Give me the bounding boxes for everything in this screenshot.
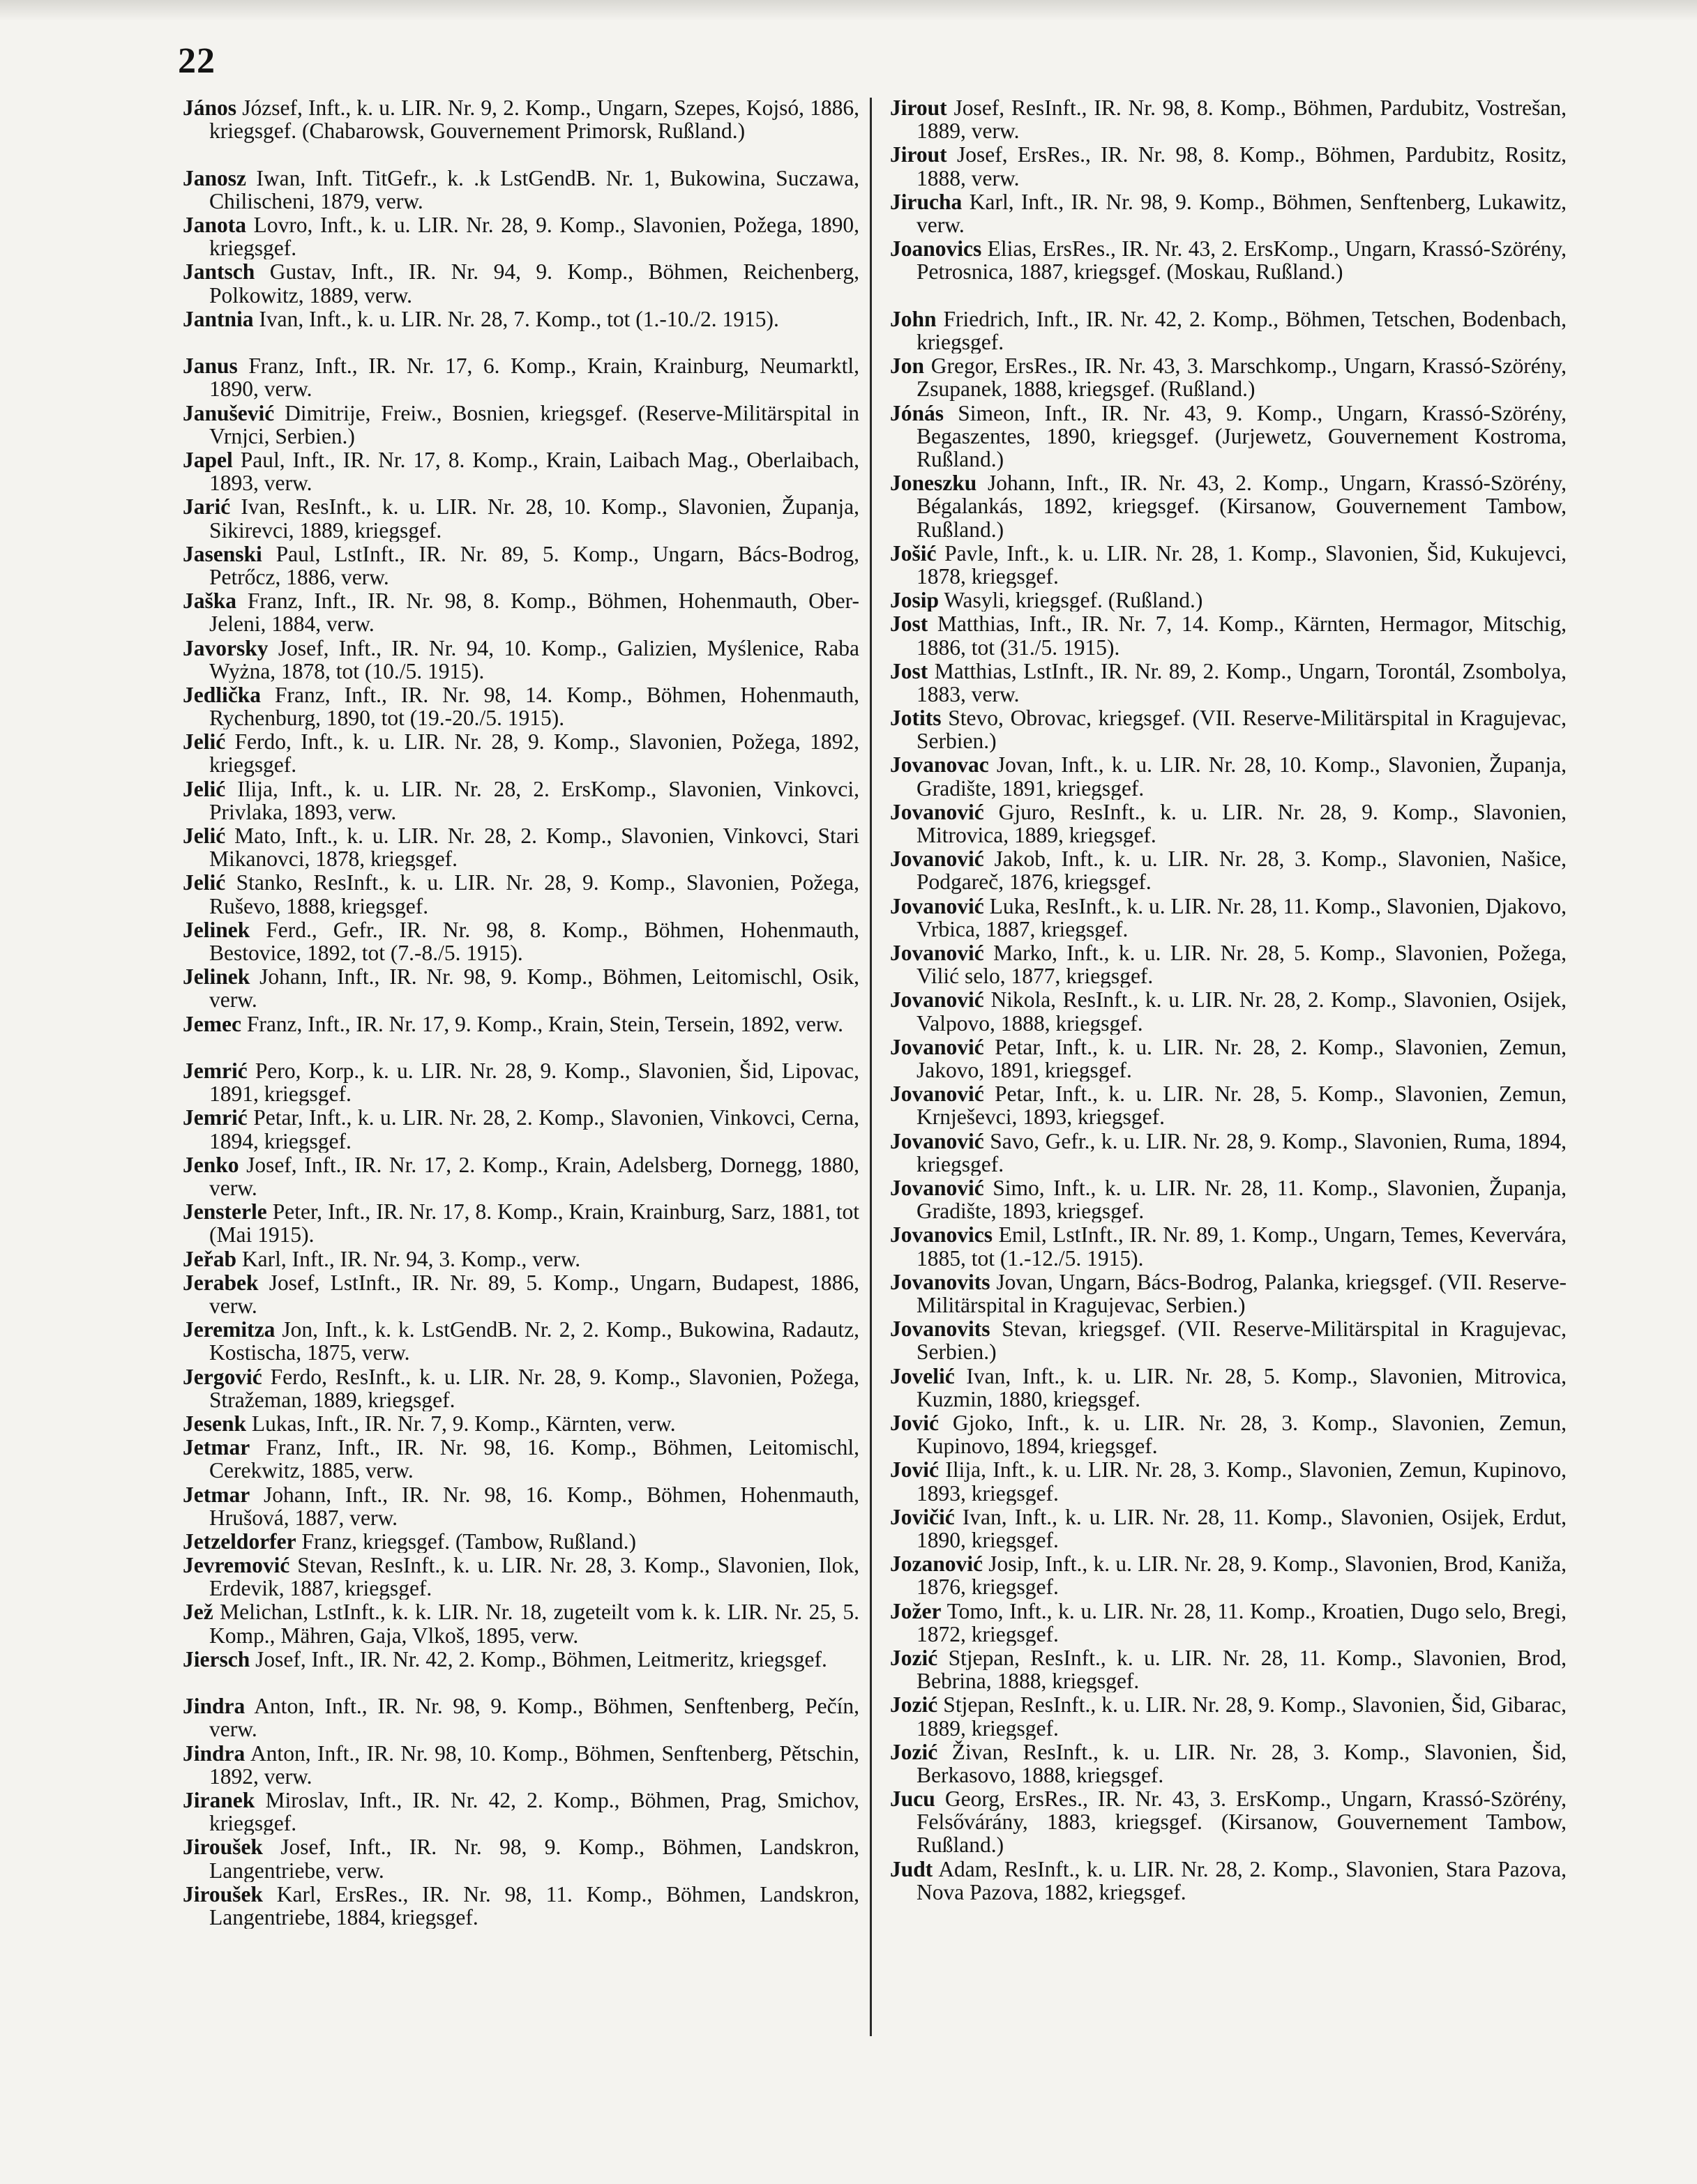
entry-surname: Jovanovits (890, 1317, 990, 1342)
entry-surname: Jon (890, 354, 925, 379)
entry-surname: Jovanović (890, 1176, 984, 1200)
list-item (890, 895, 1567, 941)
entry-surname: Jirout (890, 96, 947, 120)
entry-surname: Jovanovics (890, 1223, 993, 1248)
entry-details: Adam, ResInft., k. u. LIR. Nr. 28, 2. Komp., Slavonien, Stara Pazova, Nova Pazova, 1882, kriegsgef. (917, 1857, 1567, 1904)
entry-details: Josip, Inft., k. u. LIR. Nr. 28, 9. Komp., Slavonien, Brod, Kaniža, 1876, kriegsgef. (917, 1552, 1567, 1599)
entry-details: Lukas, Inft., IR. Nr. 7, 9. Komp., Kärnten, verw. (251, 1411, 676, 1436)
list-item (183, 1412, 859, 1435)
entry-surname: Jucu (890, 1787, 935, 1812)
entry-details: Franz, Inft., IR. Nr. 17, 9. Komp., Krain, Stein, Tersein, 1892, verw. (246, 1012, 843, 1036)
list-item (890, 1646, 1567, 1692)
entry-details: Josef, Inft., IR. Nr. 94, 10. Komp., Galizien, Myślenice, Raba Wyżna, 1878, tot (10./5. 1915). (209, 636, 859, 683)
list-item (183, 589, 859, 635)
entry-surname: Jožer (890, 1599, 942, 1623)
entry-details: Gregor, ErsRes., IR. Nr. 43, 3. Marschkomp., Ungarn, Krassó-Szörény, Zsupanek, 1888, kriegsgef. (Rußland.) (917, 354, 1567, 401)
list-item (183, 1013, 859, 1059)
entry-surname: Jozić (890, 1693, 938, 1717)
entry-surname: Jelić (183, 871, 226, 895)
list-item (183, 1365, 859, 1411)
entry-details: Ivan, Inft., k. u. LIR. Nr. 28, 11. Komp., Slavonien, Osijek, Erdut, 1890, kriegsgef. (917, 1505, 1567, 1552)
entry-surname: Jindra (183, 1694, 246, 1719)
list-item (183, 637, 859, 683)
entry-surname: Jovičić (890, 1505, 955, 1529)
entry-surname: Jaška (183, 589, 237, 614)
entry-surname: Jovanović (890, 1129, 984, 1153)
entry-details: Miroslav, Inft., IR. Nr. 42, 2. Komp., Böhmen, Prag, Smichov, kriegsgef. (209, 1789, 859, 1835)
list-item (890, 1036, 1567, 1082)
list-item (890, 237, 1567, 307)
entry-surname: Jozanović (890, 1552, 983, 1577)
entry-details: Petar, Inft., k. u. LIR. Nr. 28, 2. Komp., Slavonien, Vinkovci, Cerna, 1894, kriegsgef. (209, 1106, 859, 1153)
entry-surname: Jost (890, 659, 928, 683)
list-item (890, 1365, 1567, 1411)
entry-details: Stjepan, ResInft., k. u. LIR. Nr. 28, 9. Komp., Slavonien, Šid, Gibarac, 1889, kriegsgef. (917, 1693, 1567, 1740)
entry-details: Pavle, Inft., k. u. LIR. Nr. 28, 1. Komp., Slavonien, Šid, Kukujevci, 1878, kriegsgef. (917, 541, 1567, 589)
list-item (890, 96, 1567, 142)
entry-details: Jovan, Inft., k. u. LIR. Nr. 28, 10. Komp., Slavonien, Županja, Gradište, 1891, kriegsgef. (917, 753, 1567, 800)
entry-surname: Joanovics (890, 237, 982, 261)
entry-details: Dimitrije, Freiw., Bosnien, kriegsgef. (Reserve-Militärspital in Vrnjci, Serbien.) (209, 401, 859, 448)
list-item (183, 1694, 859, 1741)
entry-details: Stevo, Obrovac, kriegsgef. (VII. Reserve-Militärspital in Kragujevac, Serbien.) (917, 706, 1567, 753)
list-item (890, 1176, 1567, 1222)
entry-surname: Jindra (183, 1741, 246, 1766)
entry-surname: Jetzeldorfer (183, 1529, 296, 1554)
entry-details: Stanko, ResInft., k. u. LIR. Nr. 28, 9. Komp., Slavonien, Požega, Ruševo, 1888, kriegsgef. (209, 871, 859, 918)
entry-surname: Jelić (183, 730, 226, 754)
entry-surname: Jedlička (183, 683, 262, 707)
entry-details: Josef, ResInft., IR. Nr. 98, 8. Komp., Böhmen, Pardubitz, Vostrešan, 1889, verw. (917, 96, 1567, 143)
entry-details: Ferdo, Inft., k. u. LIR. Nr. 28, 9. Komp., Slavonien, Požega, 1892, kriegsgef. (209, 730, 859, 777)
entry-details: Anton, Inft., IR. Nr. 98, 9. Komp., Böhmen, Senftenberg, Pečín, verw. (209, 1694, 859, 1741)
list-item (890, 1082, 1567, 1128)
list-item (890, 612, 1567, 658)
list-item (183, 1248, 859, 1271)
right-column (890, 96, 1567, 1904)
entry-surname: Jović (890, 1411, 939, 1435)
list-item (890, 847, 1567, 893)
list-item (890, 1552, 1567, 1598)
list-item (183, 778, 859, 824)
entry-details: Josef, ErsRes., IR. Nr. 98, 8. Komp., Böhmen, Pardubitz, Rositz, 1888, verw. (917, 143, 1567, 190)
entry-details: Friedrich, Inft., IR. Nr. 42, 2. Komp., Böhmen, Tetschen, Bodenbach, kriegsgef. (917, 307, 1567, 354)
left-column (183, 96, 859, 1929)
entry-surname: Jetmar (183, 1482, 250, 1507)
list-item (183, 96, 859, 166)
entry-details: Stevan, kriegsgef. (VII. Reserve-Militärspital in Kragujevac, Serbien.) (917, 1317, 1567, 1364)
entry-surname: Jemrić (183, 1106, 248, 1130)
list-item (890, 471, 1567, 541)
entry-details: Franz, Inft., IR. Nr. 98, 8. Komp., Böhmen, Hohenmauth, Ober-Jeleni, 1884, verw. (209, 589, 859, 636)
entry-details: Emil, LstInft., IR. Nr. 89, 1. Komp., Ungarn, Temes, Kevervára, 1885, tot (1.-12./5. 1915). (917, 1223, 1567, 1270)
list-item (183, 308, 859, 354)
entry-details: Johann, Inft., IR. Nr. 98, 9. Komp., Böhmen, Leitomischl, Osik, verw. (209, 965, 859, 1012)
entry-surname: Jevremović (183, 1554, 290, 1578)
entry-surname: Jiroušek (183, 1835, 263, 1860)
list-item (890, 1317, 1567, 1363)
list-item (183, 213, 859, 259)
entry-surname: Jónás (890, 401, 944, 425)
column-divider (870, 98, 872, 2036)
list-item (183, 495, 859, 541)
entry-details: Franz, Inft., IR. Nr. 98, 16. Komp., Böhmen, Leitomischl, Cerekwitz, 1885, verw. (209, 1436, 859, 1482)
list-item (183, 354, 859, 400)
list-item (890, 753, 1567, 799)
entry-details: Lovro, Inft., k. u. LIR. Nr. 28, 9. Komp., Slavonien, Požega, 1890, kriegsgef. (209, 213, 859, 260)
list-item (890, 1741, 1567, 1787)
entry-surname: Jirout (890, 143, 947, 167)
list-item (183, 1200, 859, 1246)
list-item (183, 965, 859, 1011)
entry-details: Peter, Inft., IR. Nr. 17, 8. Komp., Krain, Krainburg, Sarz, 1881, tot (Mai 1915). (209, 1200, 859, 1247)
entry-details: Petar, Inft., k. u. LIR. Nr. 28, 5. Komp., Slavonien, Zemun, Krnješevci, 1893, kriegsgef. (917, 1082, 1567, 1129)
entry-details: Tomo, Inft., k. u. LIR. Nr. 28, 11. Komp., Kroatien, Dugo selo, Bregi, 1872, kriegsgef. (917, 1599, 1567, 1646)
entry-details: Karl, Inft., IR. Nr. 94, 3. Komp., verw. (241, 1247, 581, 1271)
entry-details: Josef, Inft., IR. Nr. 17, 2. Komp., Krain, Adelsberg, Dornegg, 1880, verw. (209, 1153, 859, 1200)
list-item (890, 1458, 1567, 1504)
entry-details: Živan, ResInft., k. u. LIR. Nr. 28, 3. Komp., Slavonien, Šid, Berkasovo, 1888, kriegsgef. (917, 1740, 1567, 1787)
entry-details: Simeon, Inft., IR. Nr. 43, 9. Komp., Ungarn, Krassó-Szörény, Begaszentes, 1890, kriegsgef. (Jurjewetz, Gouvernement Kostroma, Rußland.) (917, 401, 1567, 471)
entry-details: Paul, Inft., IR. Nr. 17, 8. Komp., Krain, Laibach Mag., Oberlaibach, 1893, verw. (209, 448, 859, 495)
entry-surname: Janus (183, 354, 238, 379)
list-item (183, 918, 859, 964)
entry-surname: Jantnia (183, 307, 254, 331)
list-item (890, 589, 1567, 612)
entry-surname: Janota (183, 213, 247, 237)
list-item (890, 988, 1567, 1034)
list-item (183, 1153, 859, 1199)
entry-surname: Josip (890, 589, 940, 612)
entry-details: Matthias, LstInft., IR. Nr. 89, 2. Komp., Ungarn, Torontál, Zsombolya, 1883, verw. (917, 659, 1567, 706)
entry-details: Petar, Inft., k. u. LIR. Nr. 28, 2. Komp., Slavonien, Zemun, Jakovo, 1891, kriegsgef. (917, 1035, 1567, 1082)
entry-surname: Jozić (890, 1646, 938, 1670)
entry-surname: Jarić (183, 495, 231, 520)
entry-details: Nikola, ResInft., k. u. LIR. Nr. 28, 2. Komp., Slavonien, Osijek, Valpovo, 1888, kriegsgef. (917, 988, 1567, 1035)
entry-details: Stevan, ResInft., k. u. LIR. Nr. 28, 3. Komp., Slavonien, Ilok, Erdevik, 1887, kriegsgef. (209, 1554, 859, 1600)
list-item (183, 1742, 859, 1788)
list-item (183, 1554, 859, 1600)
entry-surname: Jovanović (890, 941, 984, 966)
list-item (890, 1858, 1567, 1904)
entry-surname: Jović (890, 1458, 939, 1482)
entry-surname: Jiersch (183, 1647, 250, 1671)
entry-surname: Jemrić (183, 1059, 248, 1084)
entry-details: Ferd., Gefr., IR. Nr. 98, 8. Komp., Böhmen, Hohenmauth, Bestovice, 1892, tot (7.-8./5. 1915). (209, 918, 859, 965)
page-number: 22 (178, 41, 216, 81)
entry-details: Johann, Inft., IR. Nr. 98, 16. Komp., Böhmen, Hohenmauth, Hrušová, 1887, verw. (209, 1482, 859, 1529)
scan-edge (0, 0, 1697, 21)
list-item (890, 706, 1567, 752)
entry-surname: John (890, 307, 937, 331)
entry-surname: Jelinek (183, 918, 250, 942)
list-item (183, 1059, 859, 1105)
entry-surname: Jošić (890, 541, 937, 566)
entry-details: József, Inft., k. u. LIR. Nr. 9, 2. Komp., Ungarn, Szepes, Kojsó, 1886, kriegsgef. (Chabarowsk, Gouvernement Primorsk, Rußland.) (209, 96, 859, 144)
list-item (890, 1600, 1567, 1646)
list-item (890, 354, 1567, 400)
list-item (890, 941, 1567, 987)
entry-surname: Jovelić (890, 1364, 955, 1388)
entry-surname: Jiroušek (183, 1882, 263, 1906)
entry-details: Savo, Gefr., k. u. LIR. Nr. 28, 9. Komp., Slavonien, Ruma, 1894, kriegsgef. (917, 1129, 1567, 1176)
entry-surname: Jovanović (890, 847, 984, 872)
list-item (890, 308, 1567, 354)
entry-details: Karl, Inft., IR. Nr. 98, 9. Komp., Böhmen, Senftenberg, Lukawitz, verw. (917, 190, 1567, 237)
entry-details: Josef, LstInft., IR. Nr. 89, 5. Komp., Ungarn, Budapest, 1886, verw. (209, 1271, 859, 1318)
entry-surname: Javorsky (183, 636, 269, 660)
list-item (183, 1106, 859, 1152)
list-item (890, 1223, 1567, 1269)
entry-details: Franz, Inft., IR. Nr. 17, 6. Komp., Krain, Krainburg, Neumarktl, 1890, verw. (209, 354, 859, 401)
list-item (183, 1436, 859, 1482)
entry-details: Georg, ErsRes., IR. Nr. 43, 3. ErsKomp., Ungarn, Krassó-Szörény, Felsővárány, 1883, kriegsgef. (Kirsanow, Gouvernement Tambow, Rußland.) (917, 1787, 1567, 1857)
entry-surname: Jovanović (890, 1035, 984, 1059)
list-item (183, 1271, 859, 1317)
entry-details: Gjoko, Inft., k. u. LIR. Nr. 28, 3. Komp., Slavonien, Zemun, Kupinovo, 1894, kriegsgef. (917, 1411, 1567, 1458)
list-item (183, 1835, 859, 1881)
entry-surname: Jantsch (183, 260, 255, 285)
list-item (890, 1130, 1567, 1176)
list-item (890, 660, 1567, 706)
entry-details: Josef, Inft., IR. Nr. 98, 9. Komp., Böhmen, Landskron, Langentriebe, verw. (209, 1835, 859, 1882)
list-item (183, 448, 859, 494)
list-item (183, 1789, 859, 1835)
list-item (183, 871, 859, 917)
entry-details: Ivan, Inft., k. u. LIR. Nr. 28, 7. Komp., tot (1.-10./2. 1915). (259, 307, 779, 331)
entry-surname: Jovanovits (890, 1270, 990, 1294)
entry-details: Karl, ErsRes., IR. Nr. 98, 11. Komp., Böhmen, Landskron, Langentriebe, 1884, kriegsgef. (209, 1882, 859, 1929)
entry-surname: Janušević (183, 401, 275, 425)
entry-surname: Jesenk (183, 1411, 247, 1436)
entry-details: Luka, ResInft., k. u. LIR. Nr. 28, 11. Komp., Slavonien, Djakovo, Vrbica, 1887, kriegsgef. (917, 894, 1567, 941)
entry-details: Wasyli, kriegsgef. (Rußland.) (944, 589, 1203, 612)
list-item (890, 1787, 1567, 1857)
list-item (890, 1411, 1567, 1457)
entry-surname: Jiranek (183, 1789, 255, 1813)
list-item (890, 143, 1567, 189)
entry-surname: Jost (890, 612, 928, 637)
entry-surname: Jovanović (890, 800, 984, 824)
entry-surname: Jirucha (890, 190, 963, 214)
entry-details: Melichan, LstInft., k. k. LIR. Nr. 18, zugeteilt vom k. k. LIR. Nr. 25, 5. Komp., Mähren, Gaja, Vlkoš, 1895, verw. (209, 1600, 859, 1647)
entry-surname: Jež (183, 1600, 213, 1625)
entry-details: Mato, Inft., k. u. LIR. Nr. 28, 2. Komp., Slavonien, Vinkovci, Stari Mikanovci, 1878, kriegsgef. (209, 824, 859, 871)
entry-details: Johann, Inft., IR. Nr. 43, 2. Komp., Ungarn, Krassó-Szörény, Bégalankás, 1892, kriegsgef. (Kirsanow, Gouvernement Tambow, Rußland.) (917, 471, 1567, 541)
entry-surname: Japel (183, 448, 233, 472)
list-item (890, 190, 1567, 236)
entry-details: Franz, kriegsgef. (Tambow, Rußland.) (301, 1529, 637, 1554)
entry-surname: Joneszku (890, 471, 977, 496)
list-item (183, 543, 859, 589)
list-item (183, 402, 859, 448)
entry-details: Josef, Inft., IR. Nr. 42, 2. Komp., Böhmen, Leitmeritz, kriegsgef. (255, 1647, 827, 1671)
entry-surname: Janosz (183, 166, 247, 190)
entry-details: Jon, Inft., k. k. LstGendB. Nr. 2, 2. Komp., Bukowina, Radautz, Kostischa, 1875, verw. (209, 1318, 859, 1365)
entry-surname: Jemec (183, 1012, 241, 1036)
entry-details: Ivan, Inft., k. u. LIR. Nr. 28, 5. Komp., Slavonien, Mitrovica, Kuzmin, 1880, kriegsgef. (917, 1364, 1567, 1411)
entry-details: Ivan, ResInft., k. u. LIR. Nr. 28, 10. Komp., Slavonien, Županja, Sikirevci, 1889, kriegsgef. (209, 495, 859, 542)
entry-surname: Judt (890, 1857, 933, 1881)
entry-details: Gustav, Inft., IR. Nr. 94, 9. Komp., Böhmen, Reichenberg, Polkowitz, 1889, verw. (209, 260, 859, 307)
entry-surname: Jergović (183, 1365, 262, 1389)
list-item (183, 167, 859, 213)
entry-details: Jovan, Ungarn, Bács-Bodrog, Palanka, kriegsgef. (VII. Reserve-Militärspital in Kragujevac, Serbien.) (917, 1270, 1567, 1317)
entry-surname: Jovanović (890, 1082, 984, 1107)
entry-surname: Jelić (183, 777, 226, 801)
entry-surname: Jeremitza (183, 1318, 276, 1342)
entry-details: Ilija, Inft., k. u. LIR. Nr. 28, 3. Komp., Slavonien, Zemun, Kupinovo, 1893, kriegsgef. (917, 1458, 1567, 1505)
entry-surname: Jelić (183, 824, 226, 849)
entry-details: Pero, Korp., k. u. LIR. Nr. 28, 9. Komp., Slavonien, Šid, Lipovac, 1891, kriegsgef. (209, 1059, 859, 1106)
entry-surname: Jeřab (183, 1247, 236, 1271)
entry-details: Ilija, Inft., k. u. LIR. Nr. 28, 2. ErsKomp., Slavonien, Vinkovci, Privlaka, 1893, verw. (209, 777, 859, 824)
entry-details: Anton, Inft., IR. Nr. 98, 10. Komp., Böhmen, Senftenberg, Pětschin, 1892, verw. (209, 1741, 859, 1789)
list-item (183, 1883, 859, 1929)
list-item (890, 801, 1567, 847)
list-item (183, 683, 859, 729)
entry-details: Ferdo, ResInft., k. u. LIR. Nr. 28, 9. Komp., Slavonien, Požega, Stražeman, 1889, kriegsgef. (209, 1365, 859, 1411)
entry-surname: Jotits (890, 706, 942, 731)
list-item (890, 1506, 1567, 1552)
entry-surname: Jensterle (183, 1200, 267, 1224)
entry-surname: Jovanović (890, 894, 984, 918)
list-item (183, 824, 859, 870)
list-item (890, 542, 1567, 588)
entry-details: Gjuro, ResInft., k. u. LIR. Nr. 28, 9. Komp., Slavonien, Mitrovica, 1889, kriegsgef. (917, 800, 1567, 847)
entry-surname: Jerabek (183, 1271, 259, 1295)
entry-surname: Jelinek (183, 965, 250, 989)
list-item (890, 1693, 1567, 1739)
entry-surname: Jovanovac (890, 753, 989, 778)
entry-details: Iwan, Inft. TitGefr., k. .k LstGendB. Nr. 1, Bukowina, Suczawa, Chilischeni, 1879, verw. (209, 166, 859, 213)
entry-details: Paul, LstInft., IR. Nr. 89, 5. Komp., Ungarn, Bács-Bodrog, Petrőcz, 1886, verw. (209, 542, 859, 589)
entry-details: Simo, Inft., k. u. LIR. Nr. 28, 11. Komp., Slavonien, Županja, Gradište, 1893, kriegsgef. (917, 1176, 1567, 1223)
entry-surname: Jozić (890, 1740, 938, 1764)
entry-surname: Jenko (183, 1153, 239, 1177)
entry-details: Elias, ErsRes., IR. Nr. 43, 2. ErsKomp., Ungarn, Krassó-Szörény, Petrosnica, 1887, kriegsgef. (Moskau, Rußland.) (917, 237, 1567, 285)
entry-details: Matthias, Inft., IR. Nr. 7, 14. Komp., Kärnten, Hermagor, Mitschig, 1886, tot (31./5. 1915). (917, 612, 1567, 659)
list-item (890, 1271, 1567, 1317)
entry-surname: Jetmar (183, 1436, 250, 1460)
entry-details: Stjepan, ResInft., k. u. LIR. Nr. 28, 11. Komp., Slavonien, Brod, Bebrina, 1888, kriegsgef. (917, 1646, 1567, 1693)
list-item (183, 260, 859, 306)
entry-surname: János (183, 96, 237, 120)
entry-surname: Jasenski (183, 542, 262, 566)
entry-details: Franz, Inft., IR. Nr. 98, 14. Komp., Böhmen, Hohenmauth, Rychenburg, 1890, tot (19.-20./5. 1915). (209, 683, 859, 730)
list-item (183, 1600, 859, 1646)
list-item (183, 730, 859, 776)
list-item (183, 1530, 859, 1553)
list-item (890, 402, 1567, 471)
entry-surname: Jovanović (890, 988, 984, 1013)
entry-details: Jakob, Inft., k. u. LIR. Nr. 28, 3. Komp., Slavonien, Našice, Podgareč, 1876, kriegsgef. (917, 847, 1567, 894)
list-item (183, 1648, 859, 1694)
list-item (183, 1318, 859, 1364)
entry-details: Marko, Inft., k. u. LIR. Nr. 28, 5. Komp., Slavonien, Požega, Vilić selo, 1877, kriegsgef. (917, 941, 1567, 988)
list-item (183, 1483, 859, 1529)
